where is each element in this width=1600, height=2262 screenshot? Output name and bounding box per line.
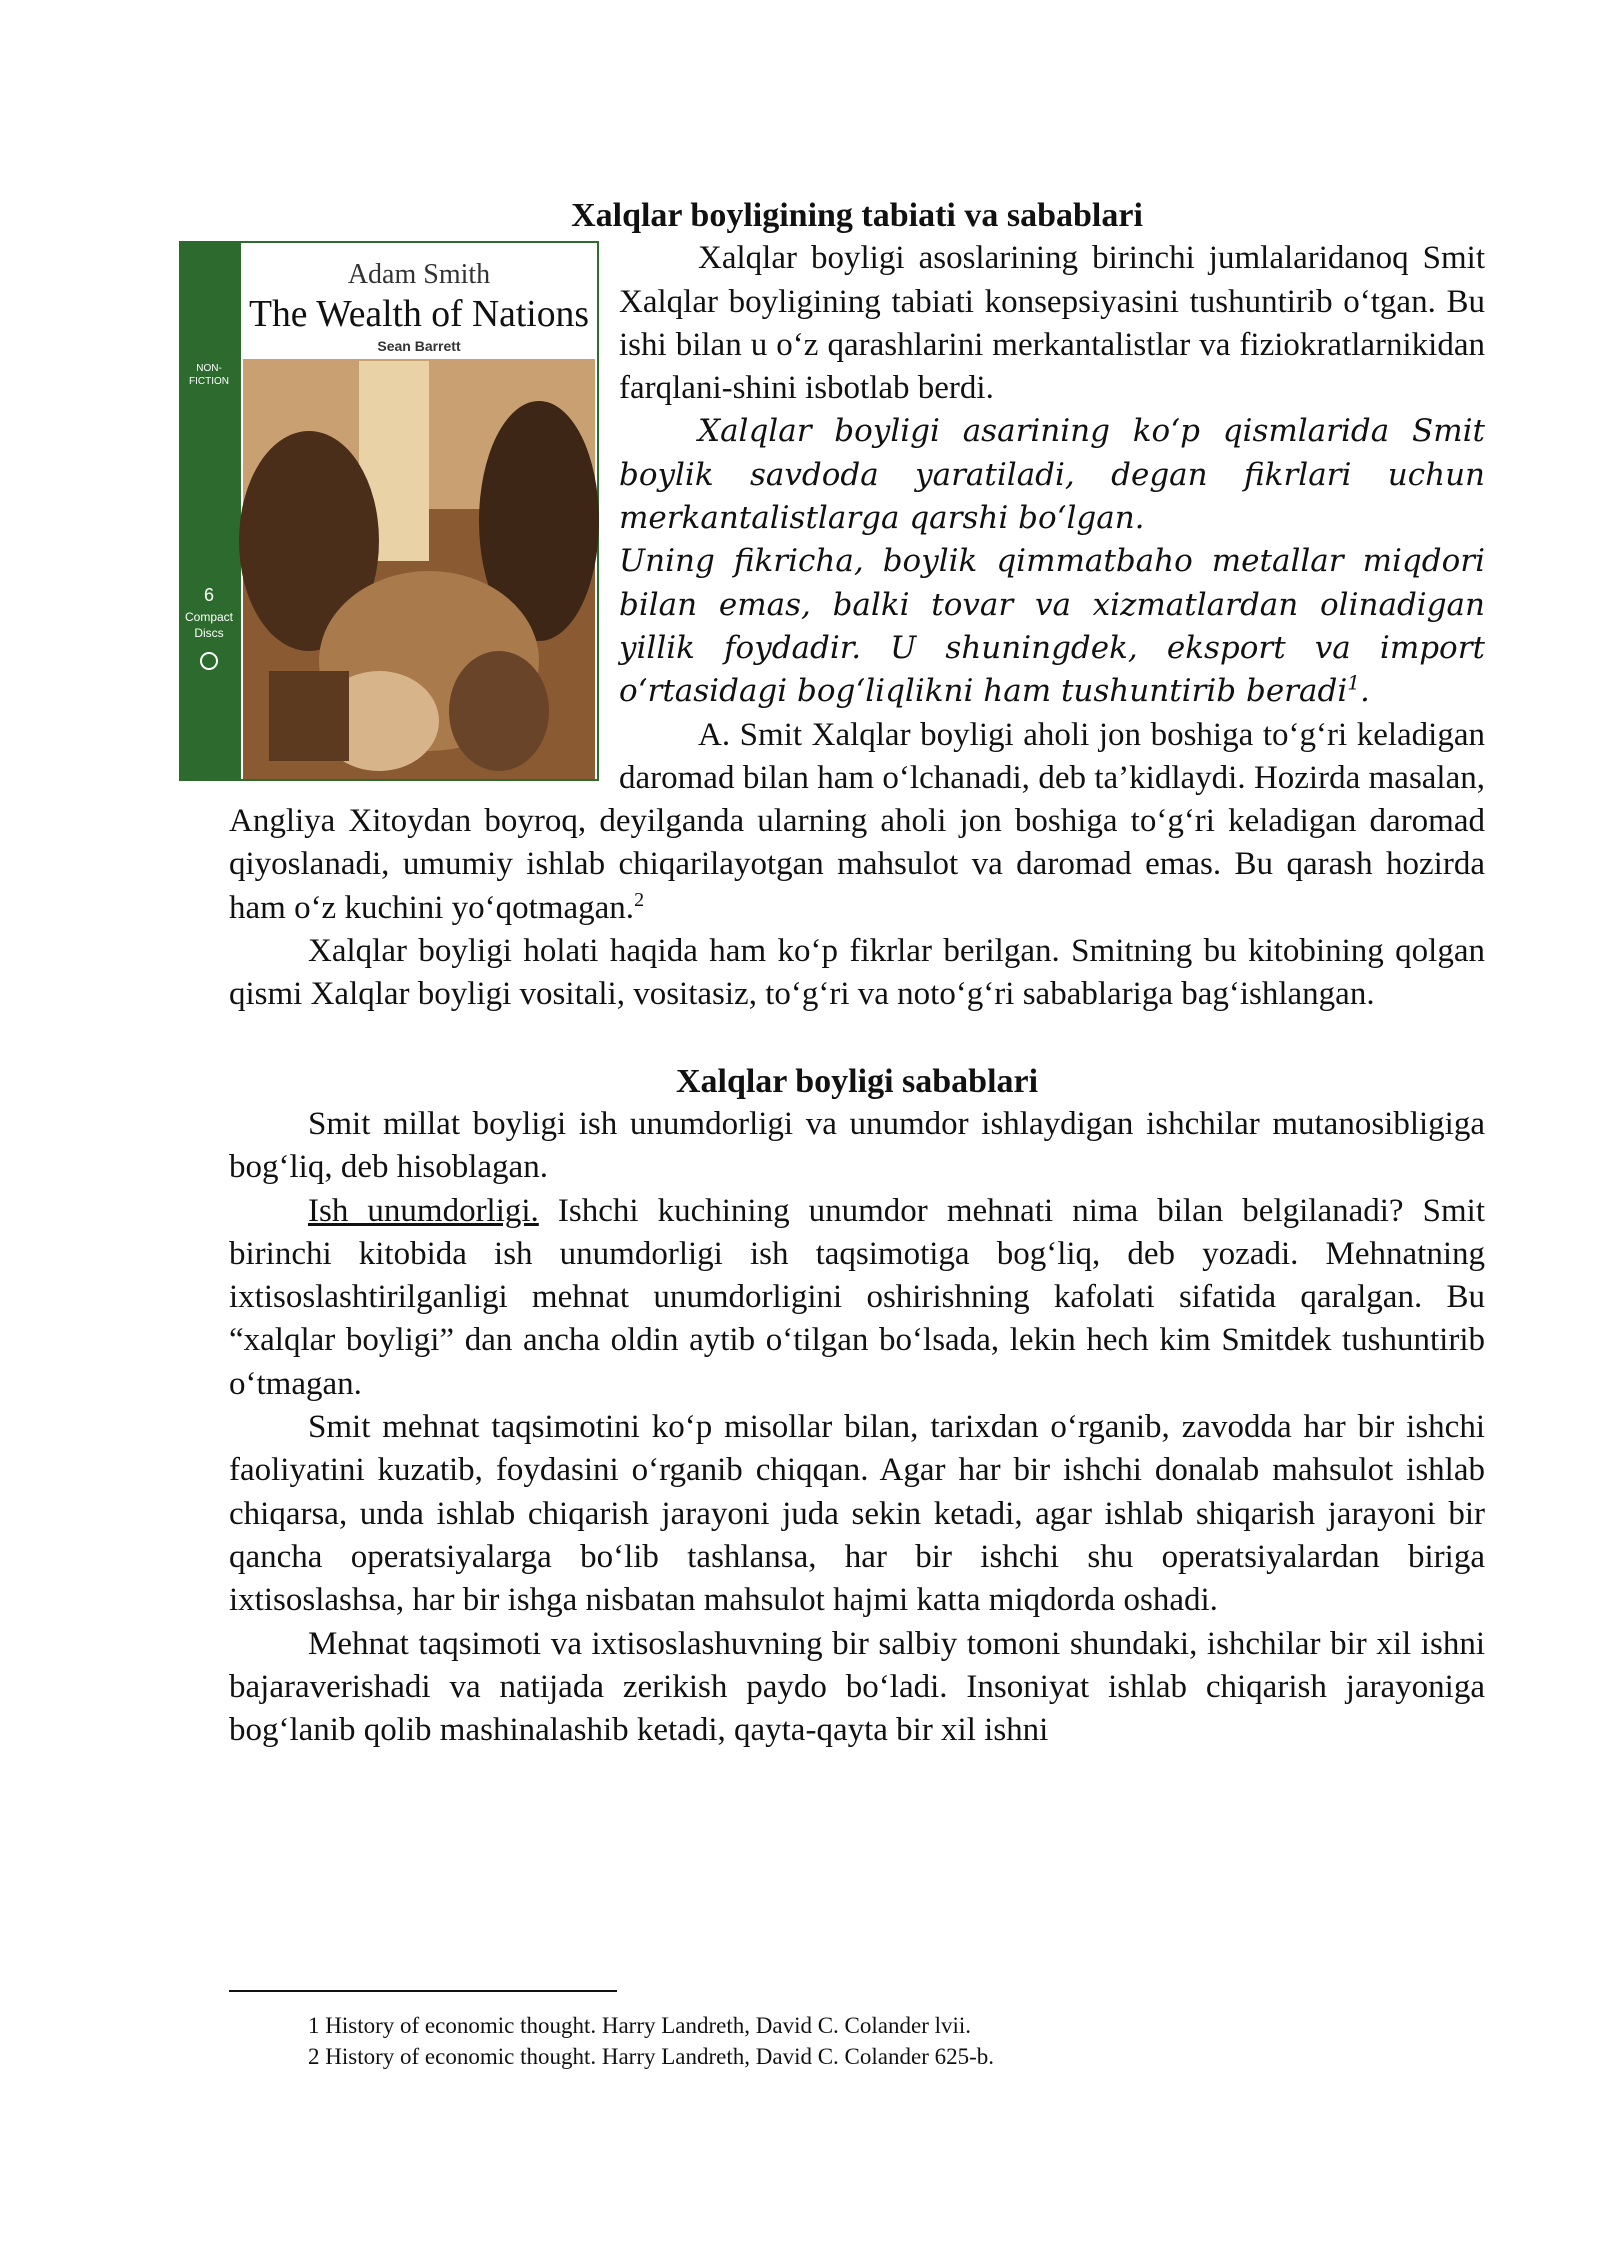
paragraph-wealth-definition-text: Uning fikricha, boylik qimmatbaho metallar miqdori bilan emas, balki tovar va xizmatlardan olinadigan yillik foydadir. U shuningdek, eksport va import o‘rtasidagi bog‘liqlikni ham tushuntirib beradi <box>619 543 1485 710</box>
paragraph-negative-side: Mehnat taqsimoti va ixtisoslashuvning bir salbiy tomoni shundaki, ishchilar bir xil ishni bajaraverishadi va natijada zerikish paydo bo‘ladi. Insoniyat ishlab chiqarish jarayoniga bog‘lanib qolib mashinalashib ketadi, qayta-qayta bir xil ishni <box>229 1625 1485 1749</box>
paragraph-causes-intro: Xalqlar boyligi holati haqida ham ko‘p fikrlar berilgan. Smitning bu kitobining qolgan qismi Xalqlar boyligi vositali, vositasiz, to‘g‘ri va noto‘g‘ri sabablariga bag‘ishlangan. <box>229 933 1485 1013</box>
cover-title: The Wealth of Nations <box>249 293 589 336</box>
paragraph-intro: Xalqlar boyligi asoslarining birinchi jumlalaridanoq Smit Xalqlar boyligining tabiati konsepsiyasini tushuntirib o‘tgan. Bu ishi bilan u o‘z qarashlarini merkantalistlar va fiziokratlarnikidan farqlani-shini isbotlab berdi. <box>619 240 1485 407</box>
cover-narrator: Sean Barrett <box>377 338 461 355</box>
paragraph-mercantilists: Xalqlar boyligi asarining ko‘p qismlarida Smit boylik savdoda yaratiladi, degan fikrlari uchun merkantalistlarga qarshi bo‘lgan. <box>619 413 1485 537</box>
document-body <box>184 194 1485 1752</box>
cover-disc-label-1: Compact <box>184 610 234 625</box>
section-title-causes: Xalqlar boyligi sabablari <box>675 1062 1039 1100</box>
cover-disc-label-2: Discs <box>194 626 224 641</box>
footnote-divider <box>229 1990 617 1992</box>
book-cover-image <box>179 241 599 781</box>
footnotes <box>229 1990 1485 2072</box>
paragraph-productivity-intro: Smit millat boyligi ish unumdorligi va unumdor ishlaydigan ishchilar mutanosibligiga bog‘liq, deb hisoblagan. <box>229 1105 1485 1186</box>
cover-disc-count: 6 <box>203 585 215 606</box>
cover-author: Adam Smith <box>347 259 491 291</box>
paragraph-division-of-labor: Smit mehnat taqsimotini ko‘p misollar bilan, tarixdan o‘rganib, zavodda har bir ishchi faoliyatini kuzatib, foydasini o‘rganib chiqqan. Agar har bir ishchi donalab mahsulot ishlab chiqarsa, unda ishlab chiqarish jarayoni juda sekin ketadi, agar ishlab shiqarish jarayoni bir qancha operatsiyalarga bo‘lib tashlansa, har bir ishchi shu operatsiyalardan biriga ixtisoslashsa, har bir ishga nisbatan mahsulot hajmi katta miqdorda oshadi. <box>229 1409 1485 1619</box>
section-title-nature: Xalqlar boyligining tabiati va sabablari <box>571 197 1143 234</box>
paragraph-per-capita-text: A. Smit Xalqlar boyligi aholi jon boshiga to‘g‘ri keladigan daromad bilan ham o‘lchanadi, deb ta’kidlaydi. Hozirda masalan, Angliya Xitoydan boyroq, deyilganda ularning aholi jon boshiga to‘g‘ri keladigan daromad qiyoslanadi, umumiy ishlab chiqarilayotgan mahsulot va daromad emas. Bu qarash hozirda ham o‘z kuchini yo‘qotmagan. <box>229 716 1485 926</box>
paragraph-productivity-text: Ishchi kuchining unumdor mehnati nima bilan belgilanadi? Smit birinchi kitobida ish unumdorligi ish taqsimotiga bog‘liq, deb yozadi. Mehnatning ixtisoslashtirilganligi mehnat unumdorligini oshirishning kafolati sifatida qaralgan. Bu “xalqlar boyligi” dan ancha oldin aytib o‘tilgan bo‘lsada, lekin hech kim Smitdek tushuntirib o‘tmagan. <box>229 1192 1485 1402</box>
footnote-ref-2[interactable]: 2 <box>634 888 645 911</box>
productivity-term: Ish unumdorligi. <box>308 1192 539 1229</box>
footnote-2: 2 History of economic thought. Harry Landreth, David C. Colander 625-b. <box>308 2044 995 2069</box>
footnote-1: 1 History of economic thought. Harry Landreth, David C. Colander lvii. <box>308 2013 972 2038</box>
paragraph-wealth-definition-end: . <box>1359 673 1370 710</box>
paragraph-productivity <box>229 1190 1485 1406</box>
footnote-ref-1[interactable]: 1 <box>1347 670 1360 695</box>
cover-side-label-2: FICTION <box>189 376 229 388</box>
cover-side-label-1: NON- <box>196 363 222 375</box>
